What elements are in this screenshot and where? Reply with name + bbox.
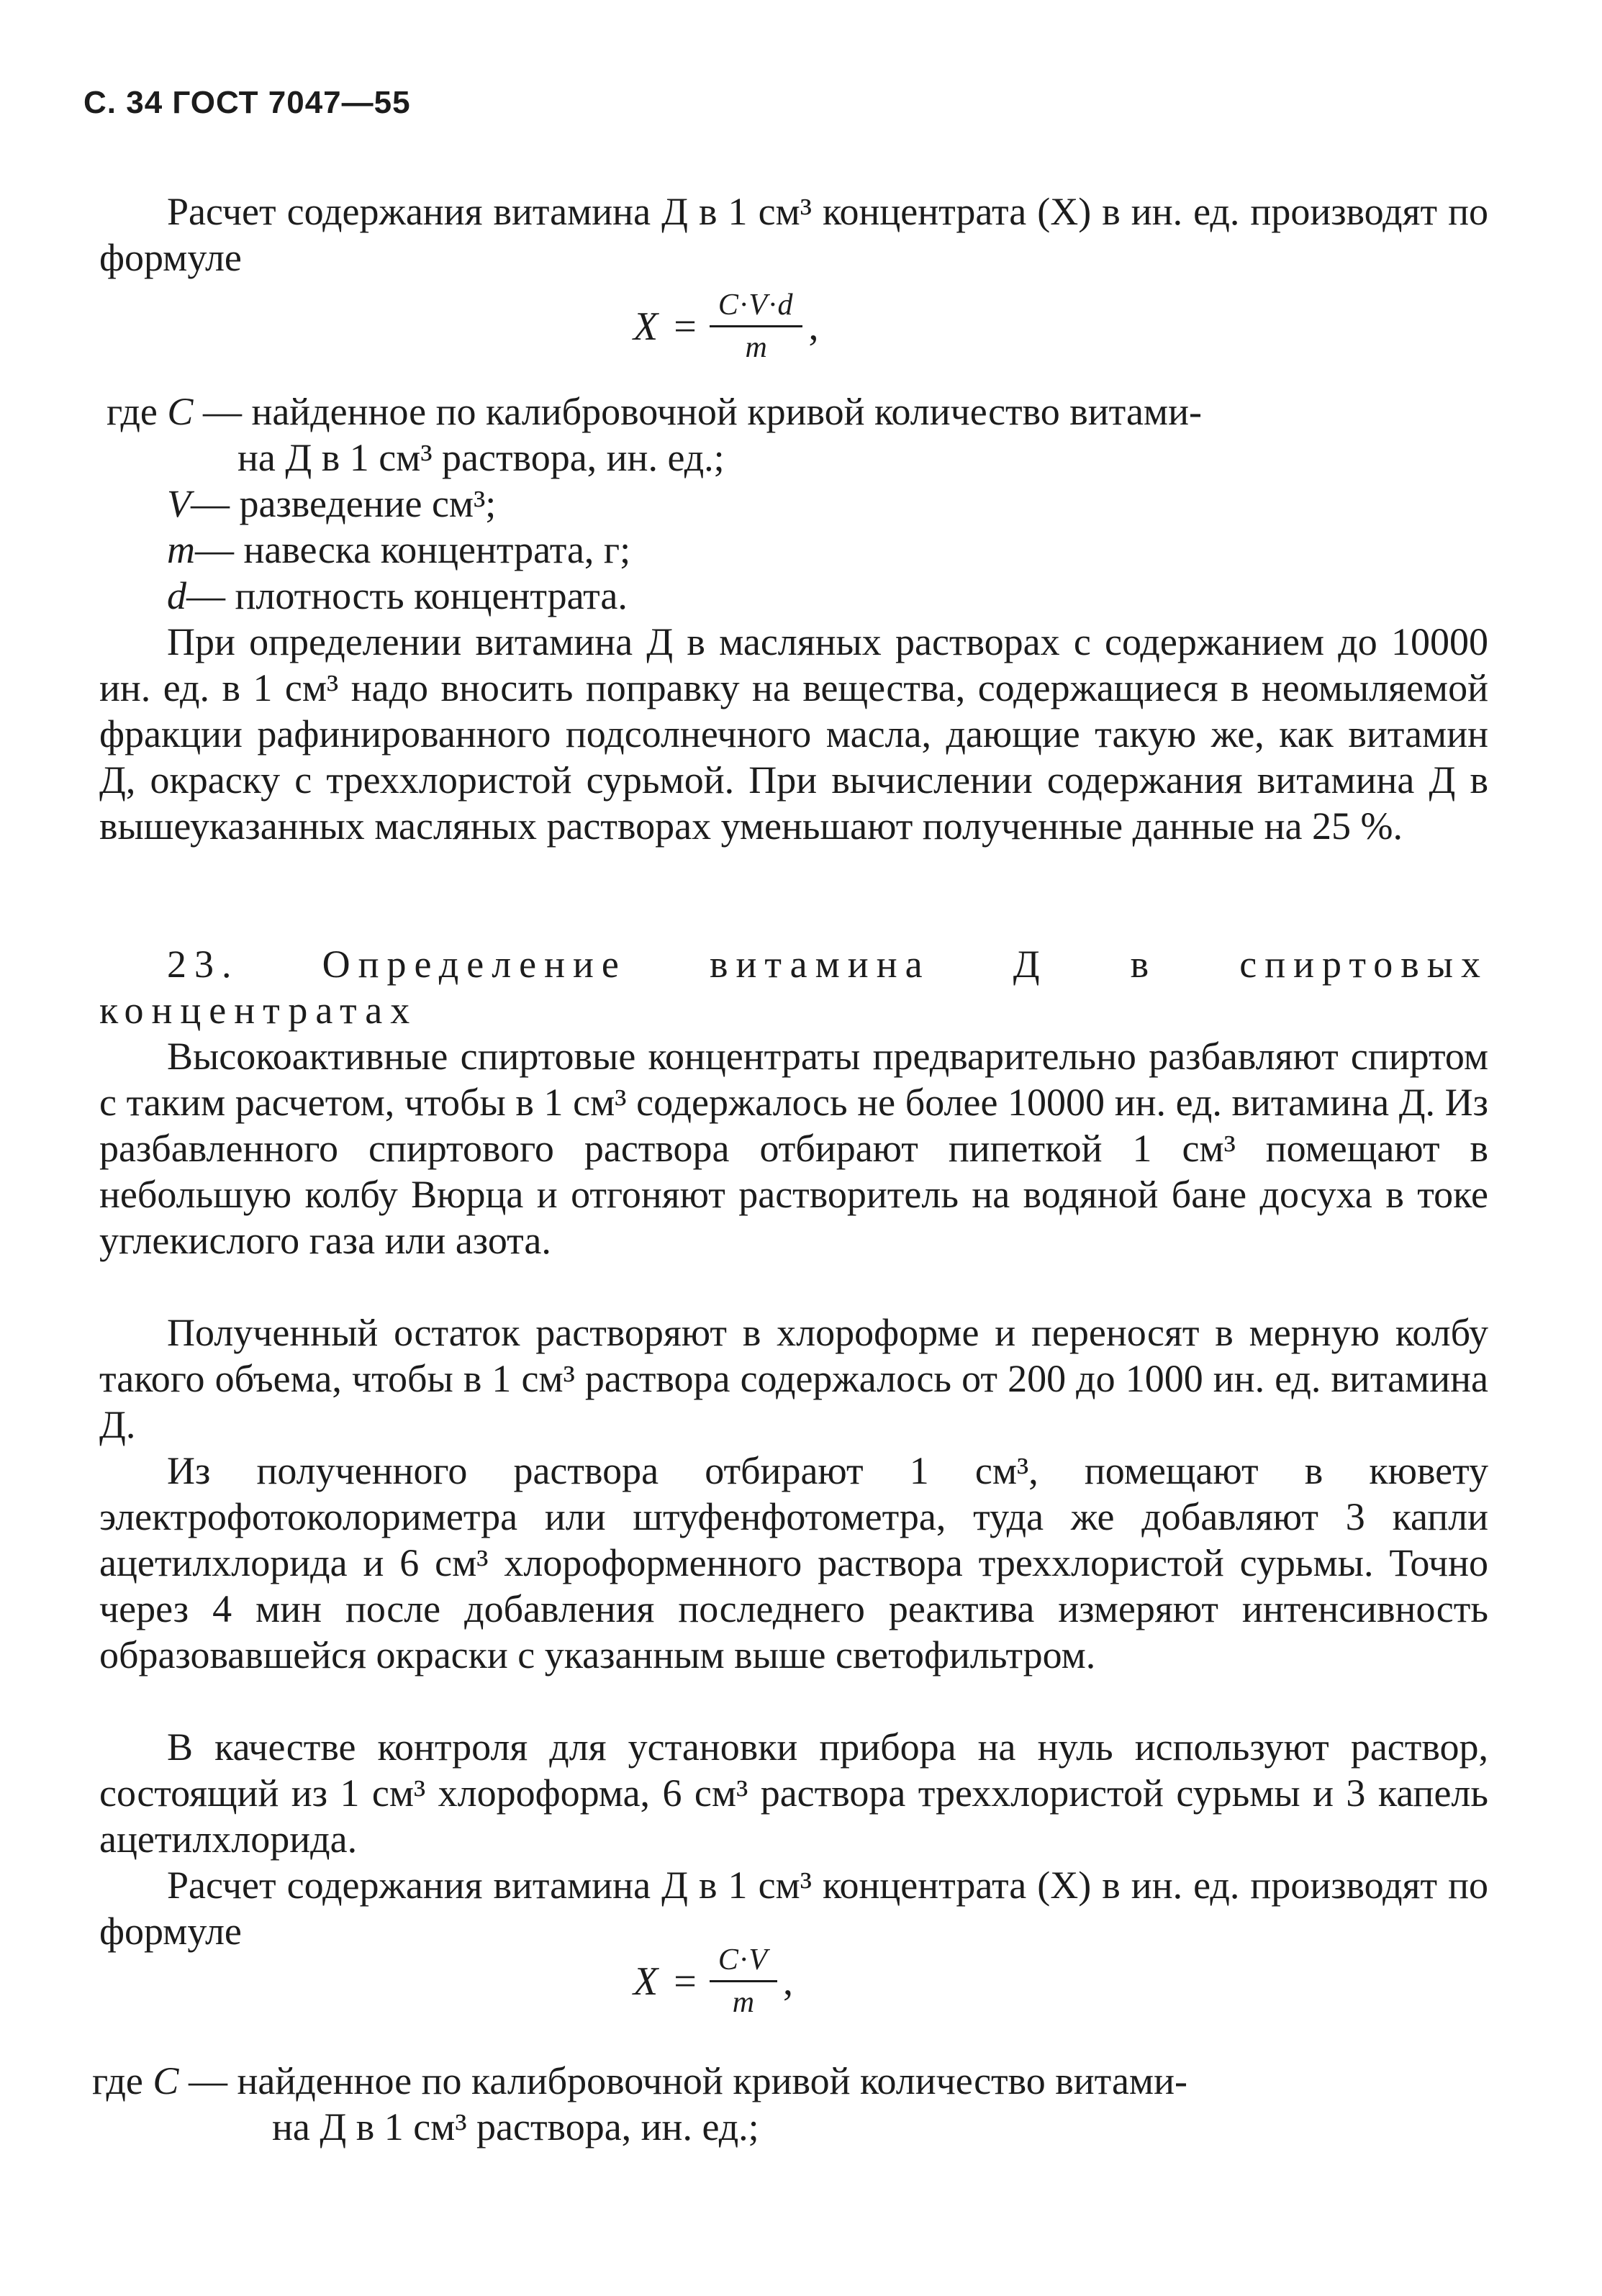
- paragraph-calc-intro-1: Расчет содержания витамина Д в 1 см³ концентрата (X) в ин. ед. производят по формуле: [99, 190, 1488, 279]
- formula-2-lhs: X: [633, 1959, 659, 2004]
- section-23-heading: 23. Определение витамина Д в спиртовых концентратах: [99, 943, 1488, 1032]
- symbol2-c: C: [153, 2059, 179, 2102]
- definition-m: [167, 527, 630, 573]
- formula-2-numerator: C·V: [710, 1943, 777, 1982]
- paragraph-residue: Полученный остаток растворяют в хлороформе и переносят в мерную колбу такого объема, чтобы в 1 см³ раствора содержалось от 200 до 1000 ин. ед. витамина Д.: [99, 1311, 1488, 1446]
- formula-1-lhs: X: [633, 304, 659, 349]
- page-header: С. 34 ГОСТ 7047—55: [83, 85, 411, 120]
- formula-2-denominator: m: [732, 1986, 755, 2019]
- paragraph-measurement: Из полученного раствора отбирают 1 см³, помещают в кювету электрофотоколориметра или штуфенфотометра, туда же добавляют 3 капли ацетилхлорида и 6 см³ хлороформенного раствора треххлористой сурьмы. Точно через 4 мин после добавления последнего реактива измеряют интенсивность образовавшейся окраски с указанным выше светофильтром.: [99, 1449, 1488, 1676]
- symbol-m: m: [167, 528, 195, 571]
- formula-2-comma: ,: [782, 1959, 793, 2004]
- formula-1: [633, 288, 818, 365]
- definition-c-text-1: — найденное по калибровочной кривой количество витами-: [202, 390, 1202, 433]
- formula-1-equals: =: [674, 304, 697, 349]
- formula-2-equals: =: [674, 1959, 697, 2004]
- formula-1-comma: ,: [808, 304, 819, 349]
- formula-1-fraction: [710, 288, 803, 365]
- definition-v: [167, 481, 496, 527]
- definition-c-line-2: на Д в 1 см³ раствора, ин. ед.;: [237, 436, 725, 479]
- paragraph-control: В качестве контроля для установки прибора на нуль используют раствор, состоящий из 1 см³ хлороформа, 6 см³ раствора треххлористой сурьмы и 3 капель ацетилхлорида.: [99, 1725, 1488, 1861]
- formula-1-numerator: C·V·d: [710, 288, 803, 327]
- definition-m-text: — навеска концентрата, г;: [195, 528, 631, 571]
- definition2-c-line-1: где C — найденное по калибровочной кривой количество витами-: [92, 2059, 1187, 2102]
- paragraph-calc-intro-2: Расчет содержания витамина Д в 1 см³ концентрата (X) в ин. ед. производят по формуле: [99, 1864, 1488, 1953]
- definition2-c-line-2: на Д в 1 см³ раствора, ин. ед.;: [272, 2105, 759, 2148]
- formula-2-fraction: [710, 1943, 777, 2020]
- definition2-c-text-1: — найденное по калибровочной кривой количество витами-: [188, 2059, 1187, 2102]
- definition-d: [167, 573, 628, 619]
- symbol-c: C: [167, 390, 194, 433]
- formula-2: [633, 1943, 793, 2020]
- definition-d-text: — плотность концентрата.: [186, 574, 628, 617]
- symbol-v: V: [167, 482, 191, 525]
- definition-c-line-1: где C — найденное по калибровочной кривой количество витами-: [107, 390, 1202, 433]
- paragraph-oil-solutions: При определении витамина Д в масляных растворах с содержанием до 10000 ин. ед. в 1 см³ надо вносить поправку на вещества, содержащиеся в неомыляемой фракции рафинированного подсолнечного масла, дающие такую же, как витамин Д, окраску с треххлористой сурьмой. При вычислении содержания витамина Д в вышеуказанных масляных растворах уменьшают полученные данные на 25 %.: [99, 620, 1488, 848]
- symbol-d: d: [167, 574, 186, 617]
- paragraph-alcohol-concentrates: Высокоактивные спиртовые концентраты предварительно разбавляют спиртом с таким расчетом, чтобы в 1 см³ содержалось не более 10000 ин. ед. витамина Д. Из разбавленного спиртового раствора отбирают пипеткой 1 см³ помещают в небольшую колбу Вюрца и отгоняют растворитель на водяной бане досуха в токе углекислого газа или азота.: [99, 1035, 1488, 1262]
- definition-v-text: — разведение см³;: [191, 482, 497, 525]
- formula-1-denominator: m: [745, 331, 767, 364]
